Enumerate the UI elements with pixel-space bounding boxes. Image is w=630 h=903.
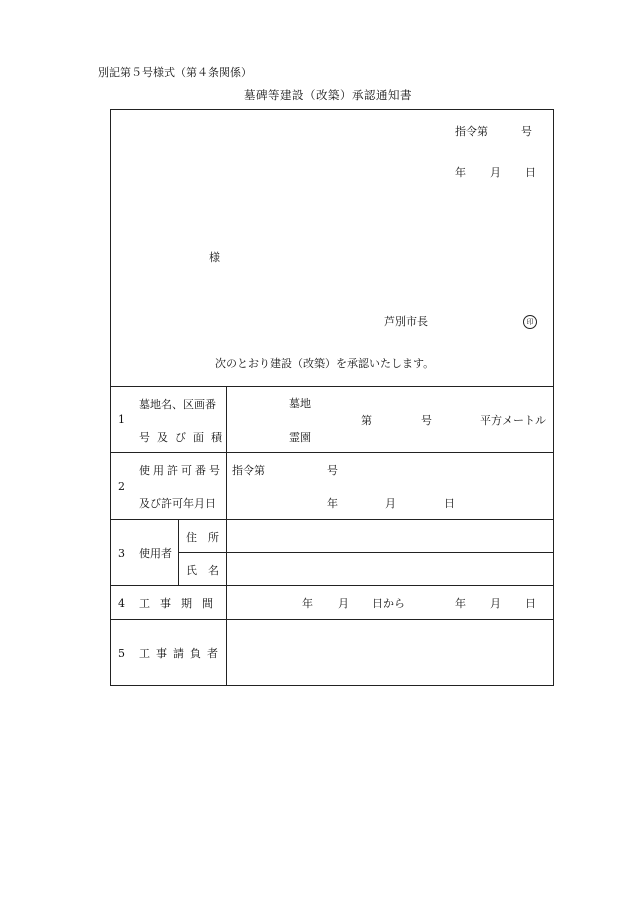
end-year: 年 [455, 597, 466, 610]
seal-mark: 印 [523, 315, 537, 329]
row-label: 使用者 [139, 547, 172, 560]
issuer: 芦別市長 [384, 315, 428, 328]
row-divider [110, 585, 554, 586]
date-year: 年 [455, 166, 466, 179]
approval-statement: 次のとおり建設（改築）を承認いたします。 [215, 357, 435, 370]
row-label: 工事請負者 [139, 647, 224, 660]
permit-month: 月 [385, 497, 396, 510]
row-divider [110, 386, 554, 387]
row-divider [110, 519, 554, 520]
start-month: 月 [338, 597, 349, 610]
row-number: 5 [118, 647, 125, 660]
name-label: 氏 名 [186, 564, 219, 577]
permit-number-suffix: 号 [327, 464, 338, 477]
form-reference: 別記第５号様式（第４条関係） [98, 66, 252, 79]
plot-suffix: 号 [421, 414, 432, 427]
column-divider [178, 519, 179, 585]
row-label: 及び許可年月日 [139, 497, 216, 510]
area-unit: 平方メートル [480, 414, 546, 427]
memorial-park-label: 霊園 [289, 431, 311, 444]
row-number: 2 [118, 480, 125, 493]
plot-prefix: 第 [361, 414, 372, 427]
row-number: 1 [118, 413, 125, 426]
row-label: 使用許可番号 [139, 464, 223, 477]
date-day: 日 [525, 166, 536, 179]
row-divider [178, 552, 554, 553]
permit-year: 年 [327, 497, 338, 510]
row-divider [110, 452, 554, 453]
end-day: 日 [525, 597, 536, 610]
permit-day: 日 [444, 497, 455, 510]
row-number: 4 [118, 597, 125, 610]
addressee-suffix: 様 [209, 251, 220, 264]
row-divider [110, 619, 554, 620]
document-title: 墓碑等建設（改築）承認通知書 [244, 88, 412, 102]
start-day-from: 日から [372, 597, 405, 610]
date-month: 月 [490, 166, 501, 179]
row-label: 工事期間 [139, 597, 223, 610]
address-label: 住 所 [186, 531, 219, 544]
end-month: 月 [490, 597, 501, 610]
start-year: 年 [302, 597, 313, 610]
number-label: 指令第 号 [455, 125, 532, 138]
row-label: 墓地名、区画番 [139, 398, 216, 411]
permit-number-prefix: 指令第 [232, 464, 265, 477]
row-label: 号及び面積 [139, 431, 229, 444]
cemetery-label: 墓地 [289, 397, 311, 410]
row-number: 3 [118, 547, 125, 560]
